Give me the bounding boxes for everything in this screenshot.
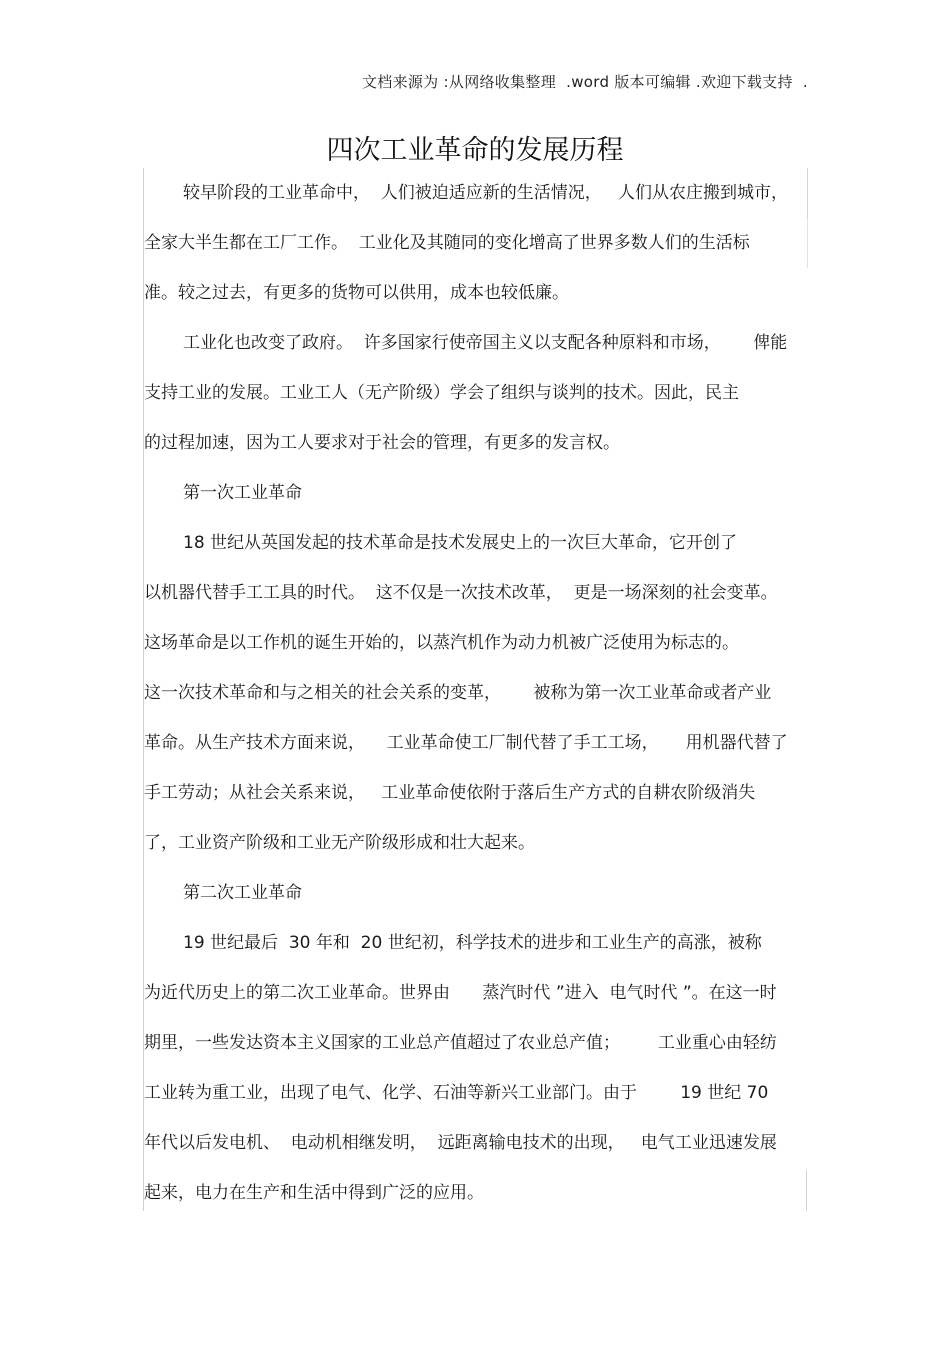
paragraph-line: 起来，电力在生产和生活中得到广泛的应用。 <box>144 1183 484 1203</box>
paragraph-line: 革命。从生产技术方面来说， 工业革命使工厂制代替了手工工场， 用机器代替了 <box>144 733 788 753</box>
paragraph-line: 这场革命是以工作机的诞生开始的，以蒸汽机作为动力机被广泛使用为标志的。 <box>144 633 739 653</box>
paragraph-line: 19 世纪最后 30 年和 20 世纪初，科学技术的进步和工业生产的高涨，被称 <box>183 933 762 953</box>
paragraph-line: 准。较之过去，有更多的货物可以供用，成本也较低廉。 <box>144 283 569 303</box>
paragraph-line: 这一次技术革命和与之相关的社会关系的变革， 被称为第一次工业革命或者产业 <box>144 683 772 703</box>
paragraph-line: 年代以后发电机、 电动机相继发明， 远距离输电技术的出现， 电气工业迅速发展 <box>144 1133 777 1153</box>
paragraph-line: 全家大半生都在工厂工作。 工业化及其随同的变化增高了世界多数人们的生活标 <box>144 218 808 268</box>
paragraph-line: 了，工业资产阶级和工业无产阶级形成和壮大起来。 <box>144 833 535 853</box>
document-title: 四次工业革命的发展历程 <box>326 135 624 166</box>
page-header: 文档来源为 :从网络收集整理 .word 版本可编辑 .欢迎下载支持 . <box>361 73 808 91</box>
paragraph-line: 较早阶段的工业革命中， 人们被迫适应新的生活情况， 人们从农庄搬到城市， <box>144 168 808 218</box>
paragraph-line: 的过程加速，因为工人要求对于社会的管理，有更多的发言权。 <box>144 433 620 453</box>
document-body <box>143 168 808 1211</box>
paragraph-line: 手工劳动；从社会关系来说， 工业革命使依附于落后生产方式的自耕农阶级消失 <box>144 783 756 803</box>
paragraph-line: 工业转为重工业，出现了电气、化学、石油等新兴工业部门。由于 19 世纪 70 <box>144 1083 769 1103</box>
page-border-edge <box>806 1170 807 1211</box>
paragraph-line: 18 世纪从英国发起的技术革命是技术发展史上的一次巨大革命，它开创了 <box>183 533 738 553</box>
paragraph-line: 支持工业的发展。工业工人（无产阶级）学会了组织与谈判的技术。因此，民主 <box>144 383 739 403</box>
section-heading: 第二次工业革命 <box>183 883 302 903</box>
paragraph-line: 以机器代替手工工具的时代。 这不仅是一次技术改革， 更是一场深刻的社会变革。 <box>144 583 778 603</box>
section-heading: 第一次工业革命 <box>183 483 302 503</box>
paragraph-line: 为近代历史上的第二次工业革命。世界由 蒸汽时代 ”进入 电气时代 ”。在这一时 <box>144 983 777 1003</box>
paragraph-line: 期里，一些发达资本主义国家的工业总产值超过了农业总产值； 工业重心由轻纺 <box>144 1033 777 1053</box>
paragraph-line: 工业化也改变了政府。 许多国家行使帝国主义以支配各种原料和市场， 俾能 <box>183 333 788 353</box>
